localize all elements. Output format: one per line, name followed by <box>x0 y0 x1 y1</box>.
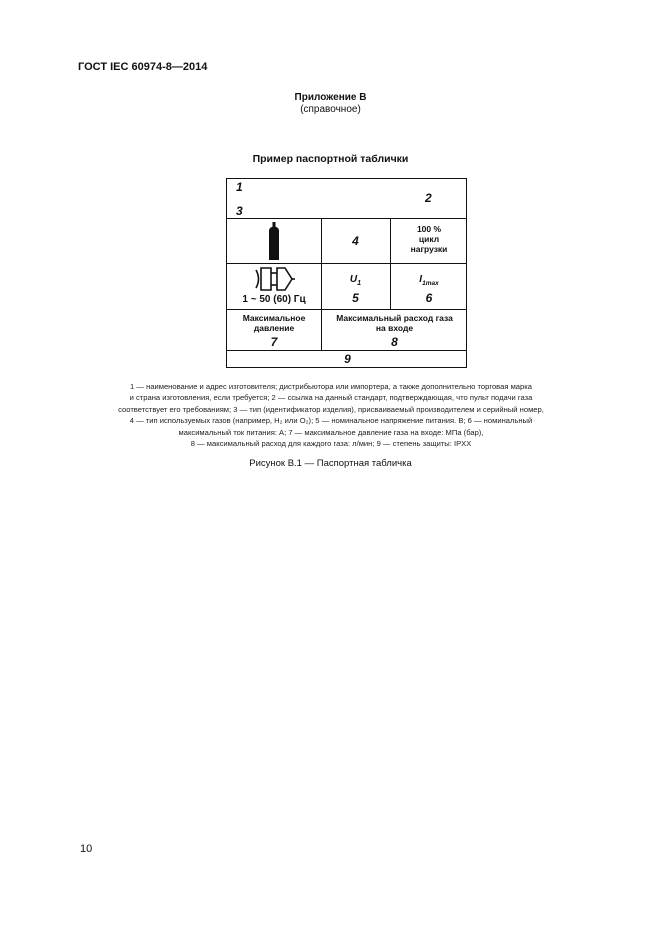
divider <box>227 263 466 264</box>
figure-heading: Пример паспортной таблички <box>252 153 409 165</box>
max-flow-label <box>321 313 468 333</box>
divider <box>227 218 466 219</box>
field-1: 1 <box>236 180 243 194</box>
note-line: соответствует его требованиям; 3 — тип (идентификатор изделия), присваиваемый производителем и серийный номер, <box>118 404 544 414</box>
divider <box>227 309 466 310</box>
current-subscript: 1max <box>422 280 439 287</box>
field-9: 9 <box>344 352 351 366</box>
note-line: максимальный ток питания: А; 7 — максимальное давление газа на входе: МПа (бар), <box>178 427 484 437</box>
current-letter: I <box>419 274 423 285</box>
field-7: 7 <box>270 335 278 349</box>
page-number: 10 <box>80 843 93 855</box>
frequency-label: 1 ~ 50 (60) Гц <box>242 294 306 305</box>
voltage-subscript: 1 <box>357 280 362 287</box>
note-line: 8 — максимальный расход для каждого газа: л/мин; 9 — степень защиты: IPXX <box>190 439 472 449</box>
figure-caption: Рисунок B.1 — Паспортная табличка <box>249 458 412 469</box>
field-3: 3 <box>236 204 243 218</box>
field-6: 6 <box>425 291 433 305</box>
nameplate <box>226 178 467 368</box>
duty-cycle <box>390 224 468 254</box>
divider <box>227 350 466 351</box>
mains-plug-icon <box>255 266 295 292</box>
duty-line: цикл <box>418 234 440 244</box>
field-2: 2 <box>425 191 432 205</box>
appendix-title: Приложение B <box>294 92 367 103</box>
label-line: на входе <box>375 323 414 333</box>
field-8: 8 <box>391 335 398 349</box>
label-line: давление <box>253 323 295 333</box>
label-line: Максимальное <box>242 313 306 323</box>
label-line: Максимальный расход газа <box>336 313 453 323</box>
appendix-subtitle: (справочное) <box>300 104 361 115</box>
gas-cylinder-icon <box>267 222 281 260</box>
note-line: 4 — тип используемых газов (например, H₂ или O₂); 5 — номинальное напряжение питания. В; 6 — номинальный <box>129 416 533 426</box>
document-header: ГОСТ IEC 60974-8—2014 <box>78 61 208 73</box>
duty-line: 100 % <box>416 224 442 234</box>
note-line: и страна изготовления, если требуется; 2 — ссылка на данный стандарт, подтверждающая, что пульт подачи газа <box>129 393 533 403</box>
note-line: 1 — наименование и адрес изготовителя; дистрибьютора или импортера, а также дополнительно торговая марка <box>130 382 532 391</box>
field-4: 4 <box>352 234 359 248</box>
voltage-symbol <box>321 274 390 287</box>
duty-line: нагрузки <box>410 244 448 254</box>
field-5: 5 <box>352 291 359 305</box>
max-pressure-label <box>227 313 321 333</box>
figure-notes <box>96 381 566 449</box>
voltage-letter: U <box>349 274 358 285</box>
current-symbol <box>390 274 468 287</box>
